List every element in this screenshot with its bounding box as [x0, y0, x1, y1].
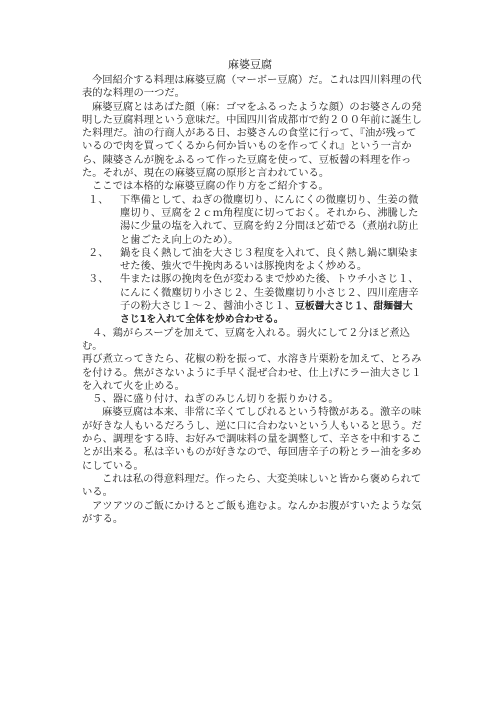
step-3-text: 牛または豚の挽肉を色が変わるまで炒めた後、トウチ小さじ１、にんにく微塵切り小さじ２、生姜微塵切り小さじ２、四川産唐辛子の粉大さじ１～２、醤油小さじ１、: [120, 273, 419, 313]
step-4-paragraph: ４、鶏がらスープを加えて、豆腐を入れる。弱火にして２分ほど煮込む。: [82, 326, 410, 352]
notes-paragraph: 麻婆豆腐は本来、非常に辛くてしびれるという特徴がある。激辛の味が好きな人もいるだろうし、逆に口に合わないという人もいると思う。だから、調理をする時、お好みで調味料の量を調整して、辛さを中和することが出来る。私は辛いものが好きなので、毎回唐辛子の粉とラー油を多めにしている。: [82, 406, 422, 472]
document-title: 麻婆豆腐: [228, 58, 272, 71]
final-paragraph: アツアツのご飯にかけるとご飯も進むよ。なんかお腹がすいたような気がする。: [82, 499, 422, 525]
document-body: [82, 74, 422, 526]
step-2-text: 鍋を良く熱して油を大さじ３程度を入れて、良く熱し鍋に馴染ませた後、強火で牛挽肉あるいは豚挽肉をよく炒める。: [120, 246, 419, 273]
step-2-number: ２、: [88, 246, 109, 259]
step-5-paragraph: ５、器に盛り付け、ねぎのみじん切りを振りかける。: [92, 393, 339, 406]
step-3-number: ３、: [88, 273, 109, 286]
step-3: [82, 273, 422, 326]
history-paragraph: 麻婆豆腐とはあばた顔（麻：ゴマをふるったような顔）のお婆さんの発明した豆腐料理という意味だ。中国四川省成都市で約２００年前に誕生した料理だ。油の行商人がある日、お婆さんの食堂に行って、『油が残っているので肉を買ってくるから何か旨いものを作ってくれ』という一言から、陳婆さんが腕をふるって作った豆腐を使って、豆板醤の料理を作った。それが、現在の麻婆豆腐の原形と言われている。: [82, 100, 422, 180]
step-1: [82, 194, 422, 247]
step-3-bold-text: 豆板醤大さじ１、甜麺醤大さじ1を入れて全体を炒め合わせる。: [120, 301, 413, 326]
intro-paragraph: 今回紹介する料理は麻婆豆腐（マーボー豆腐）だ。これは四川料理の代表的な料理の一つだ。: [82, 74, 422, 100]
step-1-text: 下準備として、ねぎの微塵切り、にんにくの微塵切り、生姜の微塵切り、豆腐を２ｃｍ角程度に切っておく。それから、沸騰した湯に少量の塩を入れて、豆腐を約２分間ほど茹でる（煮崩れ防止と歯ごたえ向上のため）。: [120, 193, 419, 246]
step-1-number: １、: [88, 193, 109, 206]
closing-paragraph: これは私の得意料理だ。作ったら、大変美味しいと皆から褒められている。: [82, 472, 422, 499]
step-3-text-wrap: [120, 273, 422, 326]
step-4-continuation: 再び煮立ってきたら、花椒の粉を振って、水溶き片栗粉を加えて、とろみを付ける。焦がさないように手早く混ぜ合わせ、仕上げにラー油大さじ１を入れて火を止める。: [82, 353, 422, 392]
step-2: [82, 247, 422, 274]
lead-paragraph: ここでは本格的な麻婆豆腐の作り方をご紹介する。: [92, 180, 329, 193]
